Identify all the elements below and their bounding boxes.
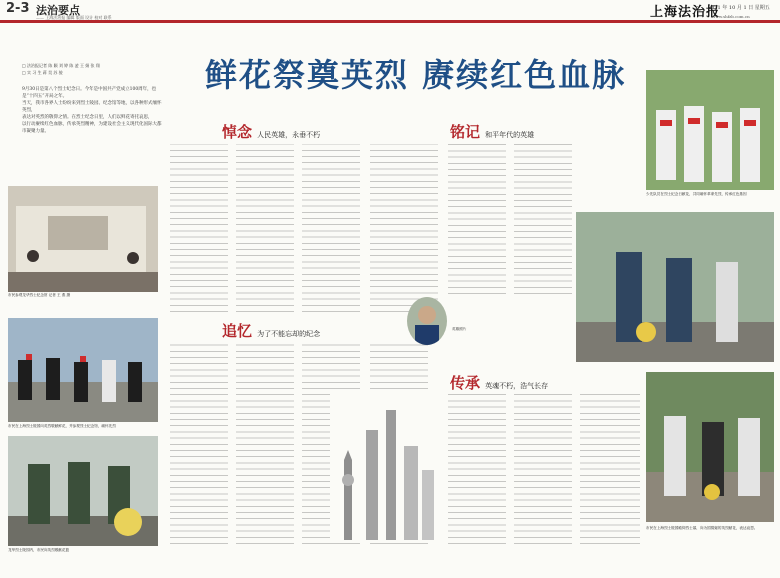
text-column [370,144,438,312]
caption-inset: 英雄照片 [452,327,467,331]
text-column [170,144,228,312]
intro-line: 表达对英烈的敬仰之情。在烈士纪念日里，人们以鲜花寄托哀思， [22,115,153,120]
text-column [302,144,360,312]
section-head-inherit [450,372,548,393]
site-url: www.shfzb.com.cn [712,14,750,19]
section-subhead: 人民英雄，永垂不朽 [257,131,321,139]
caption-left-mid: 市民在上海烈士陵园向英烈敬献鲜花，并参观烈士纪念馆，缅怀先烈 [8,424,116,428]
photo-young-pioneers [646,70,774,190]
photo-cemetery-visit [646,372,774,522]
photo-young-pioneers-image [646,70,774,190]
photo-students-flowers [8,318,158,422]
section-subhead: 英魂不朽，浩气长存 [485,382,549,390]
photo-hero-portrait [407,297,447,345]
section-big-char: 铭记 [450,123,481,141]
photo-soldiers-wreath-image [8,436,158,546]
photo-police-flowers [576,212,774,362]
photo-police-flowers-image [576,212,774,362]
photo-memorial-hall [8,186,158,292]
photo-students-flowers-image [8,318,158,422]
section-big-char: 追忆 [222,322,253,340]
text-column [448,394,506,544]
section-head-remember [450,121,534,142]
byline [22,62,142,76]
header-rule [0,22,780,23]
intro-line: 以行动赓续红色血脉，传承英烈精神，为建设社会主义现代化国际大都市凝聚力量。 [22,122,162,134]
photo-cemetery-visit-image [646,372,774,522]
section-subtitle: —— 上海法治报 编辑 版面 设计 校对 联系 [36,15,112,20]
section-title: 法治要点 [36,4,80,17]
intro-paragraph [22,86,162,135]
skyline-illustration-image [330,390,440,540]
photo-hero-portrait-image [407,297,447,345]
page-number: 2-3 [6,1,30,16]
section-big-char: 传承 [450,374,481,392]
section-subhead: 为了不能忘却的纪念 [257,330,321,338]
section-big-char: 悼念 [222,123,253,141]
section-subhead: 和平年代的英雄 [485,131,535,139]
issue-date: 2021 年 10 月 1 日 星期五 [708,5,770,11]
newspaper-logo: 上海法治报 [650,5,721,20]
text-column [580,394,640,544]
main-title: 鲜花祭奠英烈 赓续红色血脉 [205,56,627,94]
photo-soldiers-wreath [8,436,158,546]
caption-left-bottom: 龙华烈士陵园内，市民向英烈敬献花篮 [8,548,70,552]
intro-line: 9月30日是第八个烈士纪念日。今年是中国共产党成立100周年，也是“十四五”开局之年。 [22,87,157,99]
byline-line: □ 法治报记者 陈 颖 刘 婷 陈 凌 王 娟 张 翔 [22,63,100,68]
skyline-illustration [330,390,440,540]
text-column [170,344,228,544]
text-column [514,394,572,544]
text-column [236,144,294,312]
caption-right-bottom: 市民在上海烈士陵园瞻仰烈士墓，向为国捐躯的英烈献花，表达哀思。 [646,526,758,530]
photo-memorial-hall-image [8,186,158,292]
section-head-recall [222,320,320,341]
text-column [514,144,572,294]
text-column [236,344,294,544]
section-head-mourn [222,121,320,142]
byline-line: □ 实 习 生 蒋 昊 苏 骏 [22,70,63,75]
caption-left-top: 市民参观龙华烈士纪念馆 记者 王 燕 摄 [8,293,71,297]
caption-right-top: 少先队员在烈士纪念日献花，共同缅怀革命先烈，传承红色基因 [646,192,747,196]
intro-line: 当天，我市各界人士纷纷来到烈士陵园、纪念馆等地，以各种形式缅怀英烈， [22,101,162,113]
text-column [448,144,506,294]
